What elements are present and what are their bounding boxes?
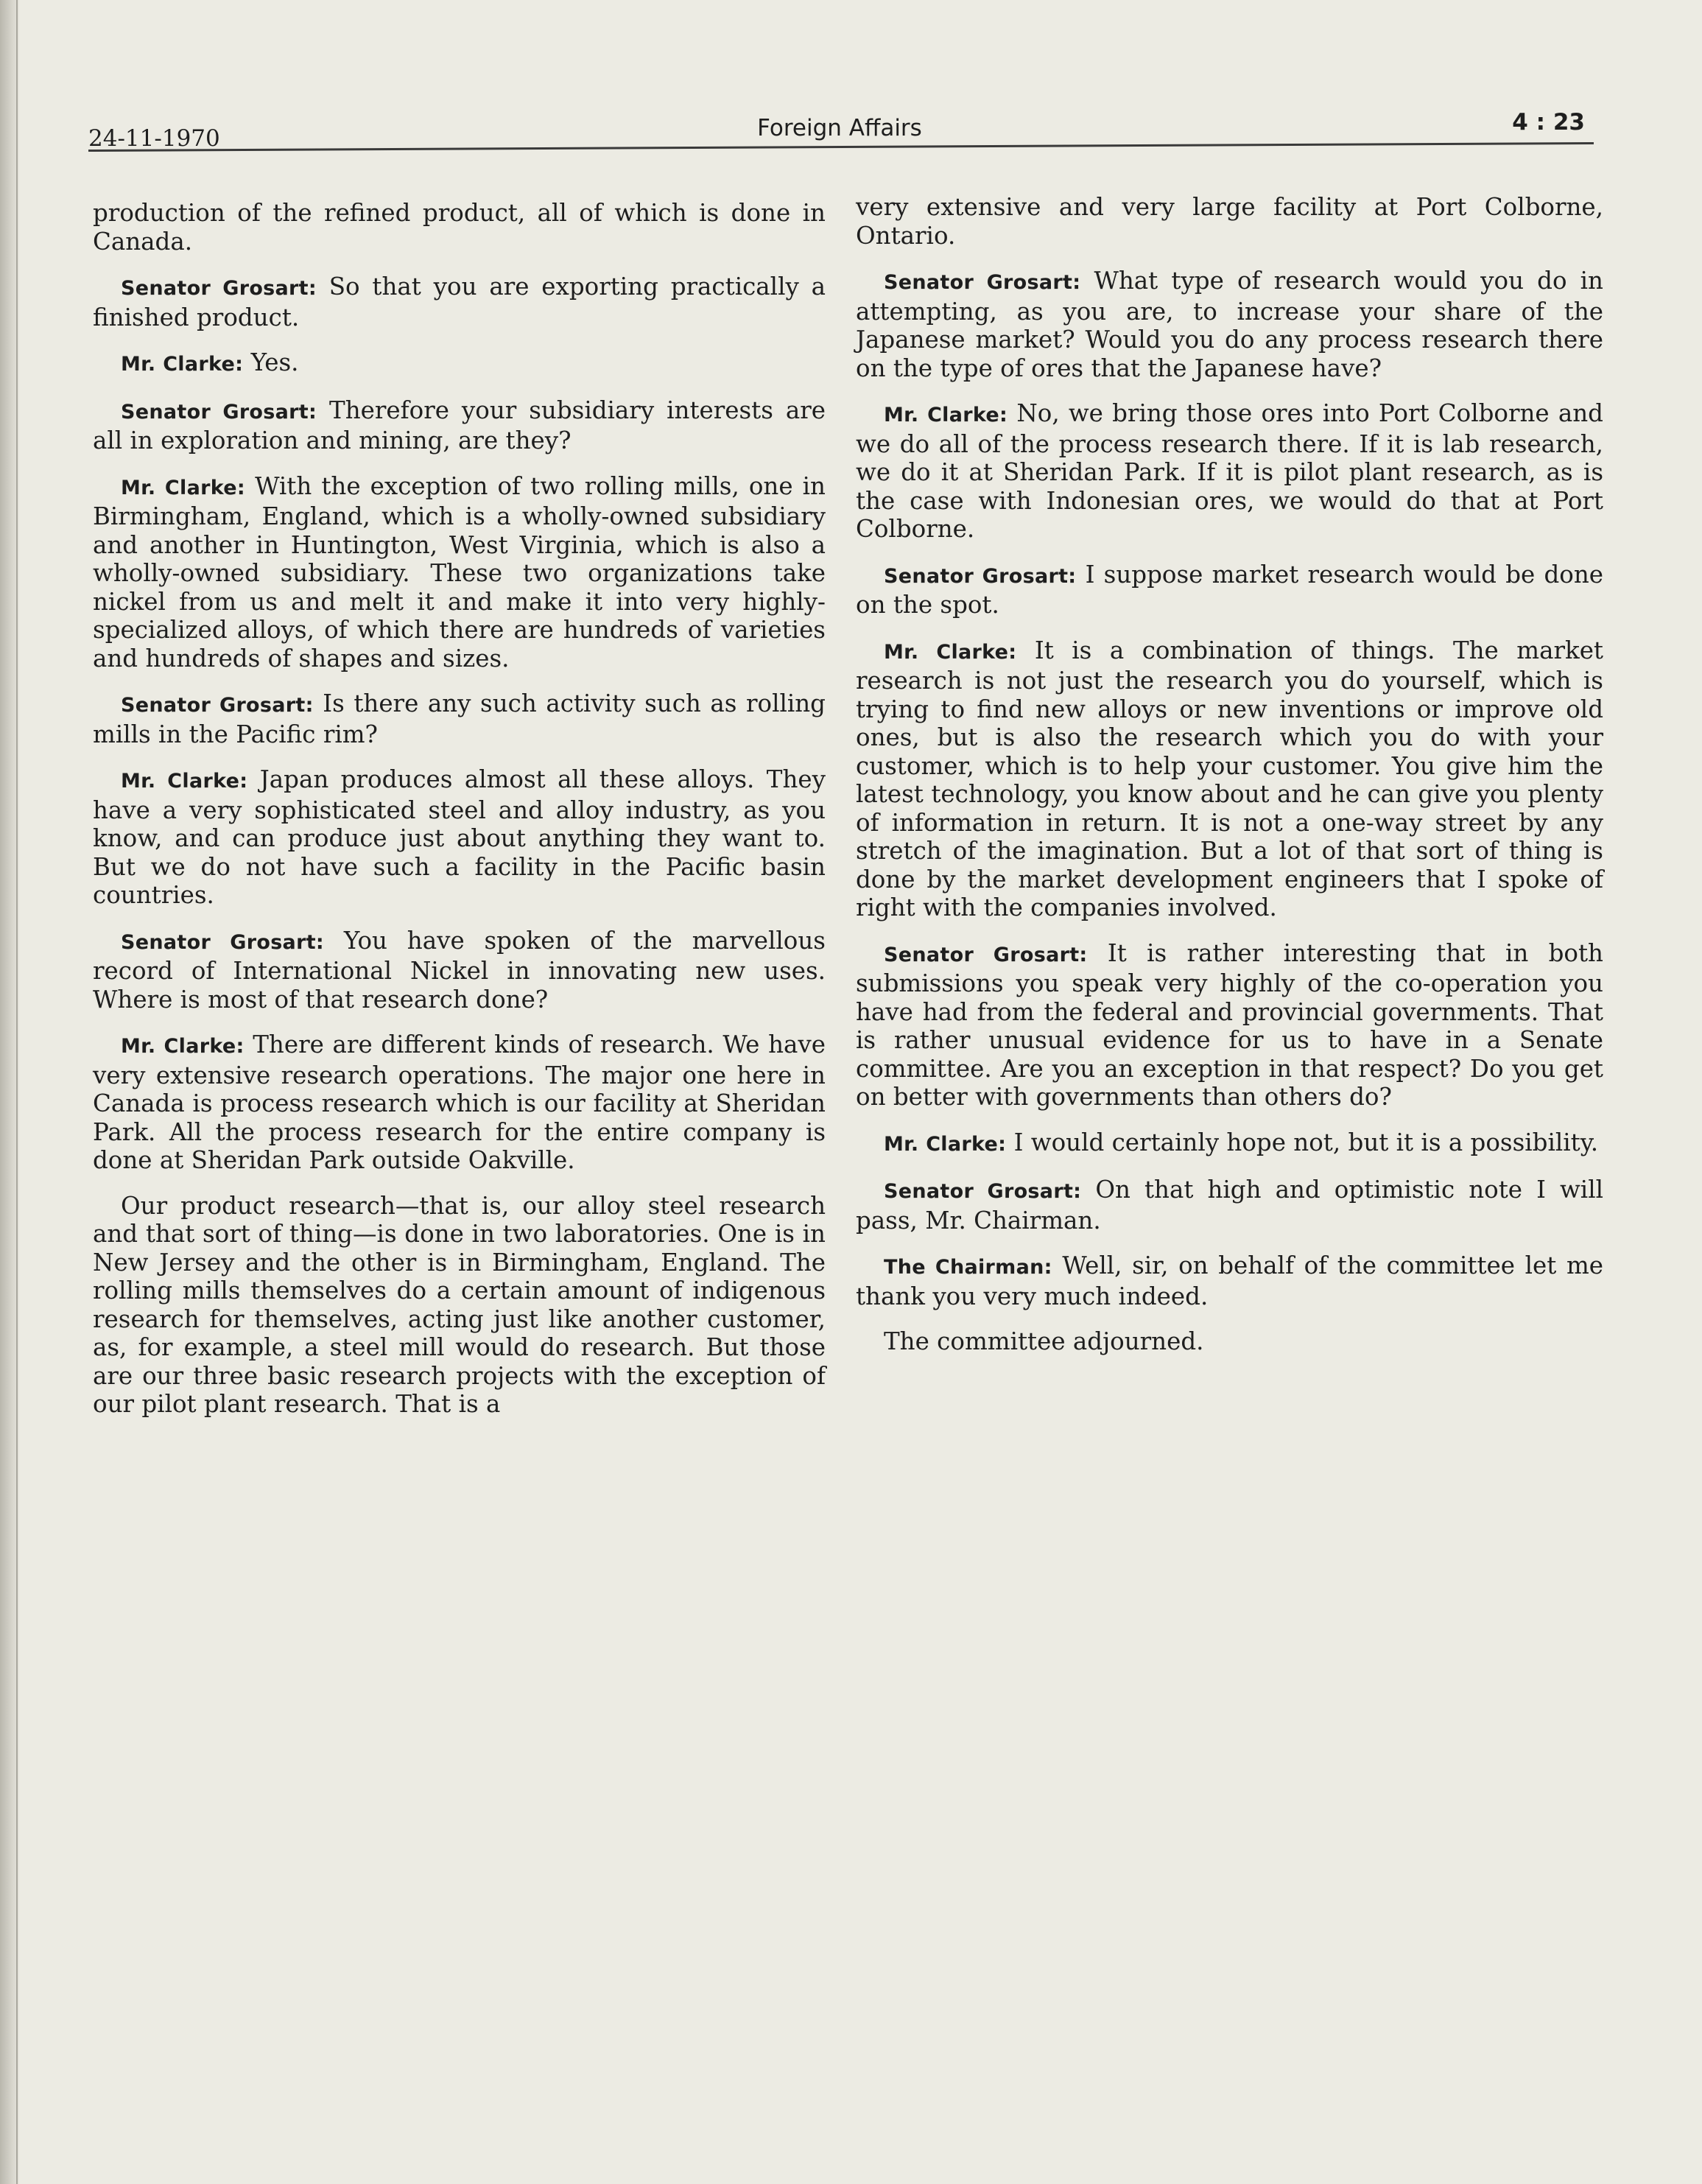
paragraph-text: very extensive and very large facility at Port Colborne, Ontario.	[856, 193, 1603, 250]
speaker-name: Mr. Clarke:	[884, 640, 1017, 664]
transcript-paragraph	[856, 1327, 1603, 1356]
speaker-name: Senator Grosart:	[884, 1180, 1082, 1203]
paragraph-text: I would certainly hope not, but it is a possibility.	[1013, 1128, 1599, 1156]
left-column	[93, 199, 826, 1436]
transcript-paragraph	[856, 1128, 1603, 1159]
speaker-name: Mr. Clarke:	[884, 1132, 1007, 1156]
transcript-paragraph	[856, 939, 1603, 1112]
right-column	[856, 193, 1603, 1373]
transcript-paragraph	[856, 1251, 1603, 1310]
transcript-paragraph	[856, 561, 1603, 619]
paragraph-text: So that you are exporting practically a finished product.	[93, 273, 826, 331]
transcript-paragraph	[93, 1192, 826, 1419]
transcript-paragraph	[93, 765, 826, 910]
speaker-name: Senator Grosart:	[121, 400, 317, 424]
speaker-name: Senator Grosart:	[121, 694, 314, 717]
speaker-name: Senator Grosart:	[884, 564, 1077, 588]
paragraph-text: On that high and optimistic note I will pass, Mr. Chairman.	[856, 1176, 1603, 1235]
speaker-name: Senator Grosart:	[121, 930, 324, 954]
transcript-paragraph	[93, 472, 826, 673]
paragraph-text: Our product research—that is, our alloy steel research and that sort of thing—is done in two laboratories. One is in New Jersey and the other is in Birmingham, England. The rolling mills themselves do a certain amount of indigenous research for themselves, acting just like another customer, as, for example, a steel mill would do research. But those are our three basic research projects with the exception of our pilot plant research. That is a	[93, 1191, 826, 1418]
paragraph-text: Well, sir, on behalf of the committee let me thank you very much indeed.	[856, 1251, 1603, 1310]
paragraph-text: Japan produces almost all these alloys. They have a very sophisticated steel and alloy industry, as you know, and can produce just about anything they want to. But we do not have such a facility in the Pacific basin countries.	[93, 765, 826, 909]
paragraph-text: production of the refined product, all of which is done in Canada.	[93, 199, 826, 256]
transcript-paragraph	[93, 348, 826, 379]
paragraph-text: Therefore your subsidiary interests are all in exploration and mining, are they?	[93, 396, 826, 454]
binding-edge-line	[16, 0, 18, 2184]
speaker-name: Mr. Clarke:	[121, 353, 244, 376]
transcript-paragraph	[93, 1030, 826, 1175]
speaker-name: The Chairman:	[884, 1256, 1052, 1279]
header-page-number: 4 : 23	[1512, 109, 1585, 136]
paragraph-text: I suppose market research would be done on the spot.	[856, 560, 1603, 619]
transcript-paragraph	[856, 193, 1603, 250]
speaker-name: Mr. Clarke:	[884, 404, 1008, 426]
paragraph-text: No, we bring those ores into Port Colborne and we do all of the process research there. If it is lab research, we do it at Sheridan Park. If it is pilot plant research, as is the case with Indonesian ores, we would do that at Port Colborne.	[856, 399, 1603, 543]
transcript-paragraph	[93, 927, 826, 1014]
speaker-name: Mr. Clarke:	[121, 1035, 245, 1058]
transcript-paragraph	[856, 399, 1603, 544]
speaker-name: Senator Grosart:	[884, 271, 1081, 294]
speaker-name: Mr. Clarke:	[121, 770, 248, 793]
paragraph-text: It is rather interesting that in both submissions you speak very highly of the co-operation you have had from the federal and provincial governments. That is rather unusual evidence for us to have in a Senate committee. Are you an exception in that respect? Do you get on better with governments than others do?	[856, 938, 1603, 1111]
speaker-name: Mr. Clarke:	[121, 476, 245, 499]
transcript-paragraph	[856, 1176, 1603, 1235]
paragraph-text: There are different kinds of research. We have very extensive research operations. The major one here in Canada is process research which is our facility at Sheridan Park. All the process research for the entire company is done at Sheridan Park outside Oakville.	[93, 1030, 826, 1174]
transcript-paragraph	[93, 273, 826, 331]
transcript-paragraph	[856, 636, 1603, 922]
paragraph-text: With the exception of two rolling mills, one in Birmingham, England, which is a wholly-owned subsidiary and another in Huntington, West Virginia, which is also a wholly-owned subsidiary. These two organizations take nickel from us and melt it and make it into very highly-specialized alloys, of which there are hundreds of varieties and hundreds of shapes and sizes.	[93, 471, 826, 673]
paragraph-text: The committee adjourned.	[884, 1327, 1204, 1355]
transcript-paragraph	[856, 267, 1603, 382]
paragraph-text: Is there any such activity such as rolling mills in the Pacific rim?	[93, 689, 826, 748]
transcript-paragraph	[93, 689, 826, 748]
header-title: Foreign Affairs	[757, 115, 922, 141]
paragraph-text: Yes.	[250, 348, 299, 376]
header-date: 24-11-1970	[88, 125, 220, 152]
paragraph-text: It is a combination of things. The market research is not just the research you do yourself, which is trying to find new alloys or new inventions or improve old ones, but is also the research which you do with your customer, which is to help your customer. You give him the latest technology, you know about and he can give you plenty of information in return. It is not a one-way street by any stretch of the imagination. But a lot of that sort of thing is done by the market development engineers that I spoke of right with the companies involved.	[856, 636, 1603, 921]
paragraph-text: You have spoken of the marvellous record of International Nickel in innovating new uses. Where is most of that research done?	[93, 926, 826, 1014]
paragraph-text: What type of research would you do in attempting, as you are, to increase your share of the Japanese market? Would you do any process research there on the type of ores that the Japanese have?	[856, 267, 1603, 382]
speaker-name: Senator Grosart:	[884, 943, 1088, 966]
transcript-paragraph	[93, 396, 826, 455]
transcript-paragraph	[93, 199, 826, 256]
speaker-name: Senator Grosart:	[121, 277, 317, 300]
